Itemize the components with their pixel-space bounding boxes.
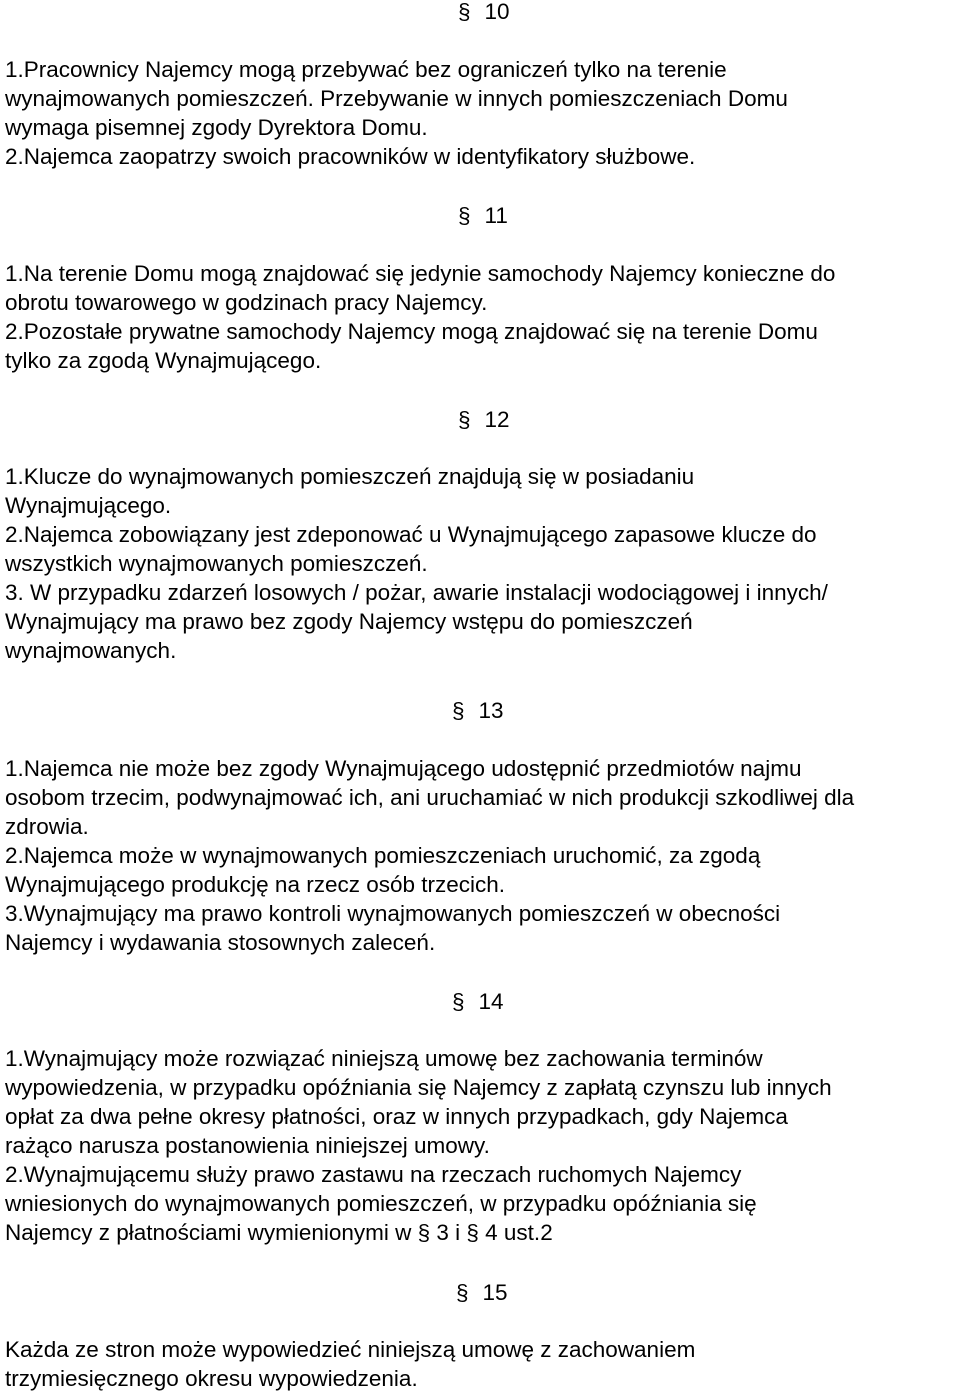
- text-line: 2.Najemca zaopatrzy swoich pracowników w identyfikatory służbowe.: [5, 144, 696, 169]
- section-symbol: §: [452, 698, 465, 723]
- text-line: wypowiedzenia, w przypadku opóźniania się Najemcy z zapłatą czynszu lub innych: [5, 1075, 832, 1100]
- section-symbol: §: [458, 0, 471, 24]
- section-heading-10: [458, 0, 510, 26]
- text-line: opłat za dwa pełne okresy płatności, oraz w innych przypadkach, gdy Najemca: [5, 1104, 788, 1129]
- section-number: 13: [478, 698, 504, 723]
- section-heading-13: [452, 696, 504, 725]
- paragraph: [5, 1044, 957, 1247]
- text-line: osobom trzecim, podwynajmować ich, ani uruchamiać w nich produkcji szkodliwej dla: [5, 785, 855, 810]
- text-line: 3.Wynajmujący ma prawo kontroli wynajmowanych pomieszczeń w obecności: [5, 901, 781, 926]
- paragraph: [5, 754, 957, 957]
- text-line: 1.Pracownicy Najemcy mogą przebywać bez ograniczeń tylko na terenie: [5, 57, 727, 82]
- text-line: Wynajmującego.: [5, 493, 172, 518]
- text-line: wynajmowanych.: [5, 638, 177, 663]
- text-line: wymaga pisemnej zgody Dyrektora Domu.: [5, 115, 428, 140]
- text-line: Najemcy z płatnościami wymienionymi w § 3 i § 4 ust.2: [5, 1220, 553, 1245]
- text-line: 2.Pozostałe prywatne samochody Najemcy mogą znajdować się na terenie Domu: [5, 319, 818, 344]
- text-line: Każda ze stron może wypowiedzieć niniejszą umowę z zachowaniem: [5, 1337, 696, 1362]
- section-heading-15: [456, 1278, 508, 1307]
- section-heading-14: [452, 987, 504, 1016]
- text-line: wynajmowanych pomieszczeń. Przebywanie w innych pomieszczeniach Domu: [5, 86, 788, 111]
- paragraph: [5, 1335, 957, 1393]
- text-line: Wynajmujący ma prawo bez zgody Najemcy wstępu do pomieszczeń: [5, 609, 693, 634]
- paragraph: [5, 55, 957, 171]
- section-symbol: §: [458, 407, 471, 432]
- text-line: zdrowia.: [5, 814, 89, 839]
- text-line: wszystkich wynajmowanych pomieszczeń.: [5, 551, 428, 576]
- section-symbol: §: [452, 989, 465, 1014]
- text-line: rażąco narusza postanowienia niniejszej umowy.: [5, 1133, 490, 1158]
- text-line: trzymiesięcznego okresu wypowiedzenia.: [5, 1366, 418, 1391]
- text-line: 1.Klucze do wynajmowanych pomieszczeń znajdują się w posiadaniu: [5, 464, 695, 489]
- section-number: 14: [478, 989, 504, 1014]
- section-heading-12: [458, 405, 510, 434]
- text-line: obrotu towarowego w godzinach pracy Najemcy.: [5, 290, 488, 315]
- text-line: tylko za zgodą Wynajmującego.: [5, 348, 322, 373]
- text-line: wniesionych do wynajmowanych pomieszczeń, w przypadku opóźniania się: [5, 1191, 757, 1216]
- text-line: Wynajmującego produkcję na rzecz osób trzecich.: [5, 872, 506, 897]
- section-heading-11: [458, 201, 508, 230]
- paragraph: [5, 259, 957, 375]
- section-number: 11: [484, 203, 508, 228]
- section-number: 12: [484, 407, 510, 432]
- section-symbol: §: [456, 1280, 469, 1305]
- text-line: 2.Wynajmującemu służy prawo zastawu na rzeczach ruchomych Najemcy: [5, 1162, 742, 1187]
- section-number: 15: [482, 1280, 508, 1305]
- text-line: Najemcy i wydawania stosownych zaleceń.: [5, 930, 436, 955]
- section-symbol: §: [458, 203, 471, 228]
- text-line: 3. W przypadku zdarzeń losowych / pożar, awarie instalacji wodociągowej i innych/: [5, 580, 828, 605]
- paragraph: [5, 462, 957, 665]
- text-line: 1.Na terenie Domu mogą znajdować się jedynie samochody Najemcy konieczne do: [5, 261, 836, 286]
- text-line: 1.Wynajmujący może rozwiązać niniejszą umowę bez zachowania terminów: [5, 1046, 763, 1071]
- text-line: 1.Najemca nie może bez zgody Wynajmującego udostępnić przedmiotów najmu: [5, 756, 802, 781]
- text-line: 2.Najemca zobowiązany jest zdeponować u Wynajmującego zapasowe klucze do: [5, 522, 817, 547]
- text-line: 2.Najemca może w wynajmowanych pomieszczeniach uruchomić, za zgodą: [5, 843, 761, 868]
- section-number: 10: [484, 0, 510, 24]
